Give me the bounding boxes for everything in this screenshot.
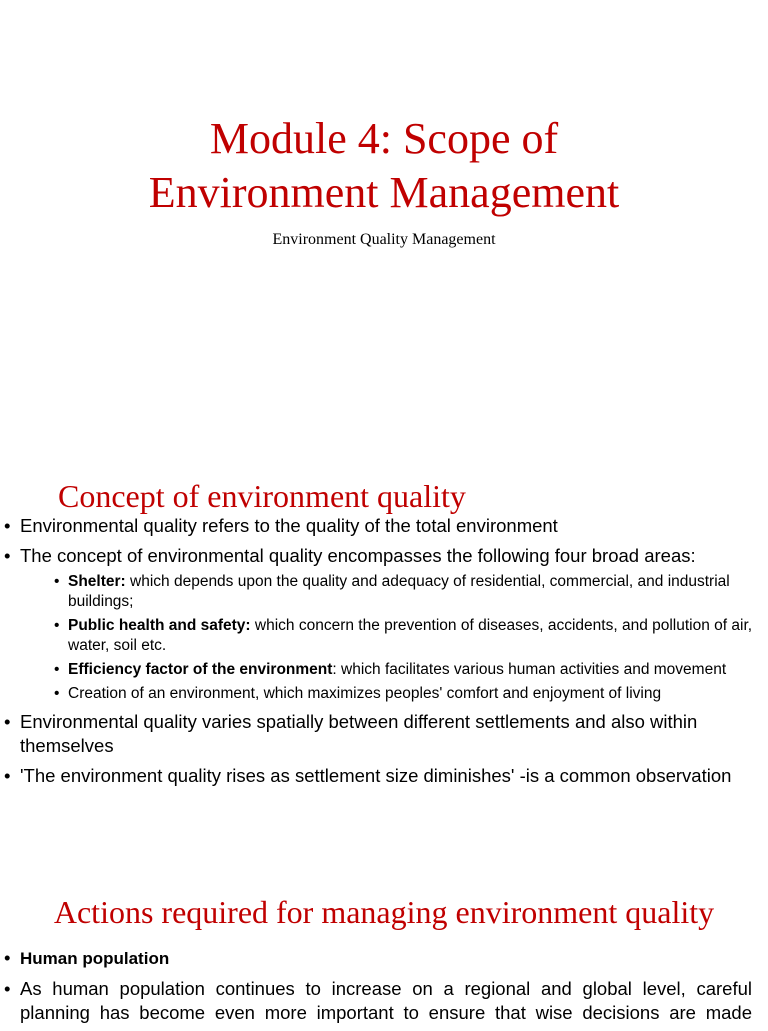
slide-heading: Concept of environment quality [58,478,466,514]
sub-bullet-text: which depends upon the quality and adequacy of residential, commercial, and industrial buildings; [68,573,730,610]
bullet-glyph: • [4,515,11,536]
bullet-text: Human population [20,949,170,968]
title-line-1: Module 4: Scope of [209,114,559,163]
bullet-glyph: • [4,711,11,732]
bullet-item [0,710,760,758]
bullet-glyph: • [4,545,11,566]
bullet-glyph: • [54,617,60,634]
sub-bullet-item [20,660,760,680]
bullet-glyph: • [4,978,11,999]
sub-bullet-label: Public health and safety: [68,617,251,634]
bullet-glyph: • [4,947,11,968]
sub-bullet-list [20,572,760,704]
bullet-item [0,977,760,1025]
slide-actions [0,850,768,1024]
bullet-item [0,764,760,788]
bullet-item [0,514,760,538]
bullet-item [0,544,760,704]
title-line-2: Environment Management [148,168,620,217]
slide-concept [0,440,768,850]
bullet-item [0,946,760,971]
bullet-text: The concept of environmental quality encompasses the following four broad areas: [20,545,696,566]
sub-bullet-text: : which facilitates various human activities and movement [332,661,727,678]
sub-bullet-item [20,572,760,612]
slide-title [0,0,768,440]
bullet-glyph: • [4,765,11,786]
slide-title-heading [0,112,768,220]
slide-subtitle: Environment Quality Management [272,231,496,248]
bullet-text: 'The environment quality rises as settlement size diminishes' -is a common observation [20,765,732,786]
slide-heading: Actions required for managing environment quality [53,894,715,930]
sub-bullet-item [20,616,760,656]
bullet-glyph: • [54,661,60,678]
sub-bullet-text: which concern the prevention of diseases, accidents, and pollution of air, water, soil etc. [68,617,753,654]
bullet-glyph: • [54,685,60,702]
bullet-list [0,946,760,1031]
sub-bullet-text: Creation of an environment, which maximizes peoples' comfort and enjoyment of living [68,685,662,702]
bullet-text-line-2: planning has become even more important to ensure that wise decisions are made [20,1002,752,1023]
bullet-glyph: • [54,573,60,590]
bullet-text: Environmental quality varies spatially between different settlements and also within themselves [20,711,698,756]
sub-bullet-label: Shelter: [68,573,126,590]
sub-bullet-item [20,684,760,704]
bullet-list [0,514,760,794]
bullet-text: Environmental quality refers to the quality of the total environment [20,515,558,536]
bullet-text-line-1: As human population continues to increase on a regional and global level, careful [20,978,752,999]
sub-bullet-label: Efficiency factor of the environment [68,661,333,678]
